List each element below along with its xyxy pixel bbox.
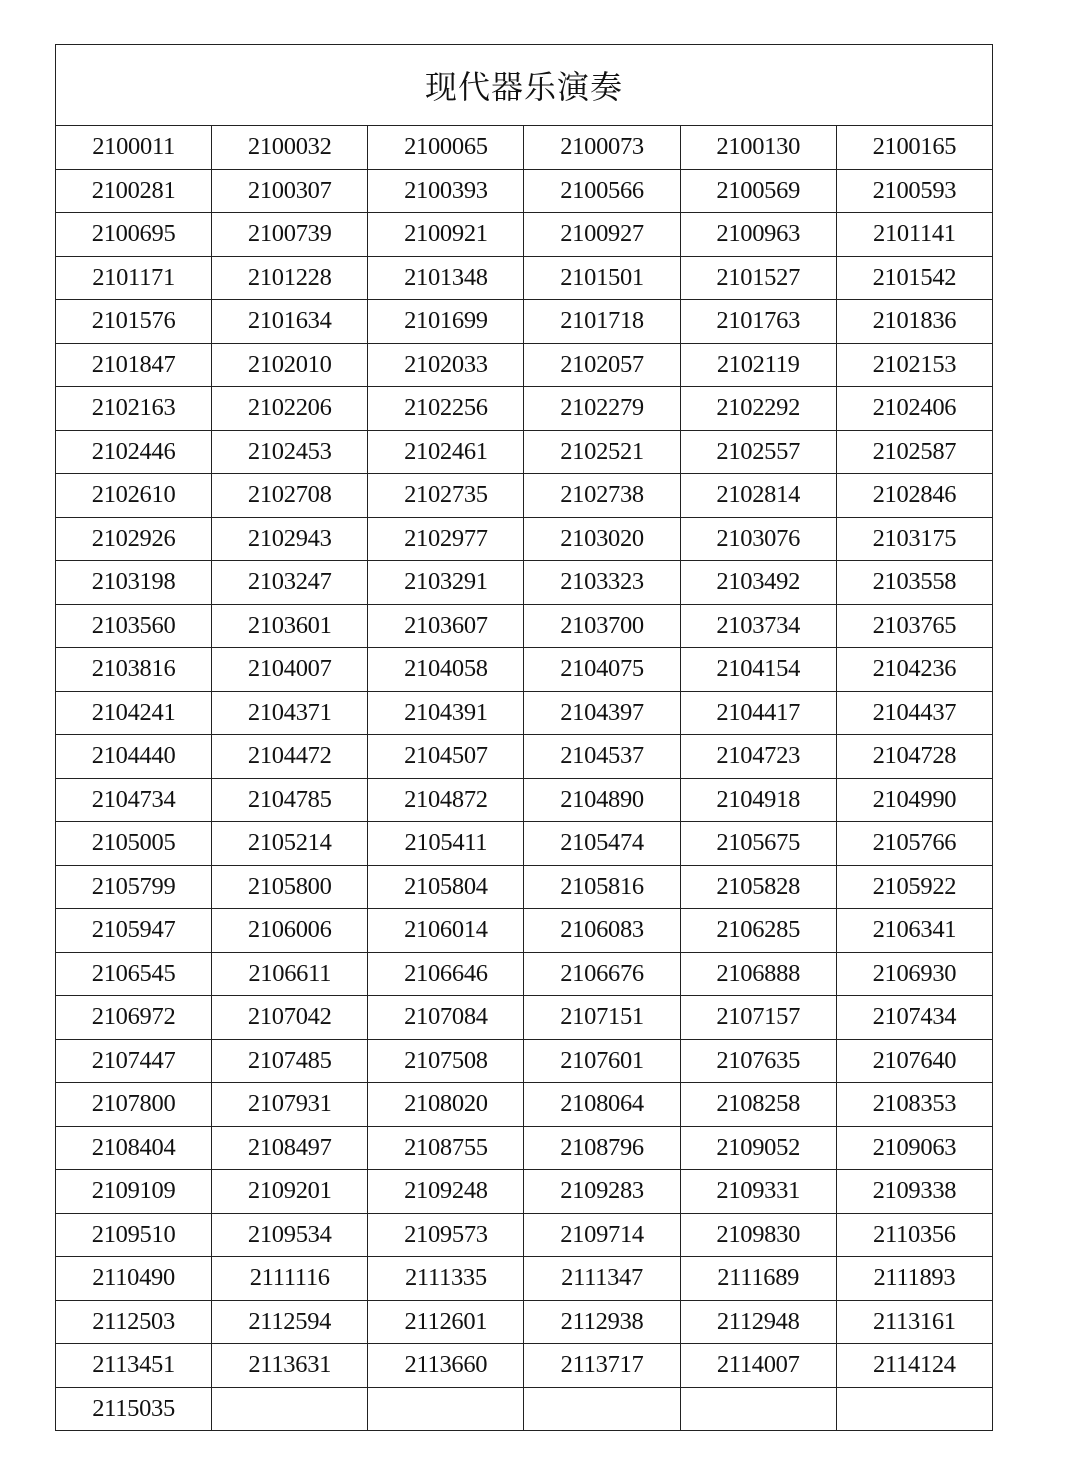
id-cell: 2102926: [56, 517, 212, 561]
table-row: [56, 909, 993, 953]
id-cell: 2104872: [368, 778, 524, 822]
id-cell: 2101847: [56, 343, 212, 387]
id-cell: 2102256: [368, 387, 524, 431]
id-cell: 2100566: [524, 169, 680, 213]
table-body: [56, 126, 993, 1431]
id-cell: 2108497: [212, 1126, 368, 1170]
id-cell: 2104890: [524, 778, 680, 822]
title-row: [56, 45, 993, 126]
id-cell: 2100011: [56, 126, 212, 170]
id-cell: 2105675: [680, 822, 836, 866]
id-cell: 2101542: [836, 256, 992, 300]
id-cell: 2104440: [56, 735, 212, 779]
id-cell: 2103291: [368, 561, 524, 605]
id-cell: 2105800: [212, 865, 368, 909]
id-cell: 2109109: [56, 1170, 212, 1214]
id-cell: 2104728: [836, 735, 992, 779]
id-cell: 2104075: [524, 648, 680, 692]
id-cell: 2111335: [368, 1257, 524, 1301]
id-cell: 2106083: [524, 909, 680, 953]
id-cell: 2107485: [212, 1039, 368, 1083]
id-cell: 2108796: [524, 1126, 680, 1170]
id-cell: 2104397: [524, 691, 680, 735]
table-row: [56, 213, 993, 257]
id-cell: 2104785: [212, 778, 368, 822]
id-cell: 2102521: [524, 430, 680, 474]
id-cell: 2109830: [680, 1213, 836, 1257]
id-cell: 2102977: [368, 517, 524, 561]
id-cell: 2100065: [368, 126, 524, 170]
table-row: [56, 1083, 993, 1127]
id-cell: 2104241: [56, 691, 212, 735]
id-cell: 2102587: [836, 430, 992, 474]
id-cell: 2101141: [836, 213, 992, 257]
table-row: [56, 474, 993, 518]
id-cell: 2109052: [680, 1126, 836, 1170]
id-cell: 2101171: [56, 256, 212, 300]
id-cell: 2102735: [368, 474, 524, 518]
id-cell: 2105766: [836, 822, 992, 866]
id-cell: 2105474: [524, 822, 680, 866]
id-cell: 2109201: [212, 1170, 368, 1214]
id-cell: 2105804: [368, 865, 524, 909]
id-cell: 2111893: [836, 1257, 992, 1301]
table-row: [56, 996, 993, 1040]
id-cell: 2102461: [368, 430, 524, 474]
id-cell: 2113660: [368, 1344, 524, 1388]
id-cell: 2108353: [836, 1083, 992, 1127]
id-cell: 2104472: [212, 735, 368, 779]
id-cell: 2106545: [56, 952, 212, 996]
id-cell: 2103198: [56, 561, 212, 605]
empty-cell: [836, 1387, 992, 1431]
id-cell: 2104537: [524, 735, 680, 779]
table-row: [56, 343, 993, 387]
id-cell: 2108020: [368, 1083, 524, 1127]
id-cell: 2102814: [680, 474, 836, 518]
id-cell: 2106006: [212, 909, 368, 953]
table-row: [56, 256, 993, 300]
empty-cell: [524, 1387, 680, 1431]
id-cell: 2107800: [56, 1083, 212, 1127]
id-cell: 2105799: [56, 865, 212, 909]
table-row: [56, 517, 993, 561]
table-row: [56, 561, 993, 605]
id-cell: 2109573: [368, 1213, 524, 1257]
id-cell: 2104723: [680, 735, 836, 779]
id-cell: 2102206: [212, 387, 368, 431]
id-cell: 2102610: [56, 474, 212, 518]
id-cell: 2103607: [368, 604, 524, 648]
id-cell: 2109063: [836, 1126, 992, 1170]
id-cell: 2107635: [680, 1039, 836, 1083]
id-cell: 2109510: [56, 1213, 212, 1257]
id-cell: 2100130: [680, 126, 836, 170]
id-cell: 2102119: [680, 343, 836, 387]
id-cell: 2107447: [56, 1039, 212, 1083]
id-cell: 2114007: [680, 1344, 836, 1388]
id-cell: 2103175: [836, 517, 992, 561]
table-row: [56, 1039, 993, 1083]
id-cell: 2103076: [680, 517, 836, 561]
table-row: [56, 1126, 993, 1170]
table-row: [56, 1300, 993, 1344]
id-cell: 2107434: [836, 996, 992, 1040]
id-cell: 2103601: [212, 604, 368, 648]
id-cell: 2113717: [524, 1344, 680, 1388]
id-cell: 2100963: [680, 213, 836, 257]
id-cell: 2105922: [836, 865, 992, 909]
id-cell: 2107151: [524, 996, 680, 1040]
id-cell: 2100307: [212, 169, 368, 213]
id-cell: 2107042: [212, 996, 368, 1040]
id-cell: 2102738: [524, 474, 680, 518]
id-cell: 2108755: [368, 1126, 524, 1170]
id-cell: 2103816: [56, 648, 212, 692]
id-cell: 2101836: [836, 300, 992, 344]
id-cell: 2104417: [680, 691, 836, 735]
id-cell: 2104154: [680, 648, 836, 692]
id-cell: 2102406: [836, 387, 992, 431]
table-row: [56, 778, 993, 822]
id-cell: 2104734: [56, 778, 212, 822]
id-cell: 2102163: [56, 387, 212, 431]
table-row: [56, 430, 993, 474]
id-cell: 2106676: [524, 952, 680, 996]
id-cell: 2100165: [836, 126, 992, 170]
id-cell: 2107084: [368, 996, 524, 1040]
table-row: [56, 1387, 993, 1431]
id-cell: 2105947: [56, 909, 212, 953]
id-cell: 2103560: [56, 604, 212, 648]
id-cell: 2106888: [680, 952, 836, 996]
id-cell: 2113161: [836, 1300, 992, 1344]
id-cell: 2102033: [368, 343, 524, 387]
id-cell: 2104007: [212, 648, 368, 692]
id-cell: 2100739: [212, 213, 368, 257]
id-cell: 2109714: [524, 1213, 680, 1257]
id-cell: 2107157: [680, 996, 836, 1040]
id-cell: 2101763: [680, 300, 836, 344]
id-cell: 2106014: [368, 909, 524, 953]
id-cell: 2105005: [56, 822, 212, 866]
table-row: [56, 604, 993, 648]
id-cell: 2111116: [212, 1257, 368, 1301]
id-cell: 2104437: [836, 691, 992, 735]
id-cell: 2112503: [56, 1300, 212, 1344]
id-cell: 2102153: [836, 343, 992, 387]
id-cell: 2109338: [836, 1170, 992, 1214]
id-cell: 2107601: [524, 1039, 680, 1083]
id-cell: 2105816: [524, 865, 680, 909]
table-row: [56, 1170, 993, 1214]
id-cell: 2102279: [524, 387, 680, 431]
id-cell: 2105828: [680, 865, 836, 909]
id-cell: 2106611: [212, 952, 368, 996]
id-cell: 2105214: [212, 822, 368, 866]
id-cell: 2109534: [212, 1213, 368, 1257]
id-cell: 2102557: [680, 430, 836, 474]
id-cell: 2108064: [524, 1083, 680, 1127]
id-cell: 2107931: [212, 1083, 368, 1127]
id-cell: 2112594: [212, 1300, 368, 1344]
id-cell: 2102057: [524, 343, 680, 387]
id-cell: 2113451: [56, 1344, 212, 1388]
table-row: [56, 865, 993, 909]
id-cell: 2102708: [212, 474, 368, 518]
id-cell: 2109248: [368, 1170, 524, 1214]
empty-cell: [680, 1387, 836, 1431]
id-cell: 2115035: [56, 1387, 212, 1431]
id-cell: 2106930: [836, 952, 992, 996]
id-cell: 2102453: [212, 430, 368, 474]
id-cell: 2104391: [368, 691, 524, 735]
id-cell: 2103247: [212, 561, 368, 605]
id-cell: 2100281: [56, 169, 212, 213]
results-table: [55, 44, 993, 1431]
id-cell: 2110490: [56, 1257, 212, 1301]
id-cell: 2104918: [680, 778, 836, 822]
id-cell: 2104507: [368, 735, 524, 779]
table-row: [56, 387, 993, 431]
id-cell: 2100393: [368, 169, 524, 213]
id-cell: 2100569: [680, 169, 836, 213]
id-cell: 2112948: [680, 1300, 836, 1344]
id-cell: 2108258: [680, 1083, 836, 1127]
id-cell: 2114124: [836, 1344, 992, 1388]
id-cell: 2100927: [524, 213, 680, 257]
id-cell: 2108404: [56, 1126, 212, 1170]
id-cell: 2103558: [836, 561, 992, 605]
id-cell: 2103765: [836, 604, 992, 648]
id-cell: 2112601: [368, 1300, 524, 1344]
table-row: [56, 126, 993, 170]
table-row: [56, 822, 993, 866]
id-cell: 2101527: [680, 256, 836, 300]
table-row: [56, 648, 993, 692]
id-cell: 2106972: [56, 996, 212, 1040]
id-cell: 2102446: [56, 430, 212, 474]
empty-cell: [368, 1387, 524, 1431]
table-row: [56, 169, 993, 213]
id-cell: 2103020: [524, 517, 680, 561]
id-cell: 2101348: [368, 256, 524, 300]
table-row: [56, 735, 993, 779]
id-cell: 2106341: [836, 909, 992, 953]
id-cell: 2102292: [680, 387, 836, 431]
id-cell: 2101699: [368, 300, 524, 344]
id-cell: 2111689: [680, 1257, 836, 1301]
id-cell: 2104371: [212, 691, 368, 735]
id-cell: 2104058: [368, 648, 524, 692]
id-cell: 2111347: [524, 1257, 680, 1301]
id-cell: 2106646: [368, 952, 524, 996]
id-cell: 2100921: [368, 213, 524, 257]
id-cell: 2100073: [524, 126, 680, 170]
id-cell: 2110356: [836, 1213, 992, 1257]
id-cell: 2100695: [56, 213, 212, 257]
table-row: [56, 1257, 993, 1301]
id-cell: 2103323: [524, 561, 680, 605]
id-cell: 2109283: [524, 1170, 680, 1214]
id-cell: 2107640: [836, 1039, 992, 1083]
table-row: [56, 1344, 993, 1388]
id-cell: 2113631: [212, 1344, 368, 1388]
table-row: [56, 1213, 993, 1257]
id-cell: 2105411: [368, 822, 524, 866]
id-cell: 2103734: [680, 604, 836, 648]
id-cell: 2104236: [836, 648, 992, 692]
id-cell: 2107508: [368, 1039, 524, 1083]
id-cell: 2103492: [680, 561, 836, 605]
id-cell: 2102010: [212, 343, 368, 387]
id-cell: 2102846: [836, 474, 992, 518]
table-title: 现代器乐演奏: [56, 45, 993, 126]
id-cell: 2112938: [524, 1300, 680, 1344]
id-cell: 2101228: [212, 256, 368, 300]
table-row: [56, 300, 993, 344]
id-cell: 2101718: [524, 300, 680, 344]
id-cell: 2100032: [212, 126, 368, 170]
table-row: [56, 691, 993, 735]
id-cell: 2106285: [680, 909, 836, 953]
id-cell: 2101634: [212, 300, 368, 344]
id-cell: 2102943: [212, 517, 368, 561]
id-cell: 2101501: [524, 256, 680, 300]
id-cell: 2100593: [836, 169, 992, 213]
empty-cell: [212, 1387, 368, 1431]
id-cell: 2109331: [680, 1170, 836, 1214]
id-cell: 2101576: [56, 300, 212, 344]
id-cell: 2103700: [524, 604, 680, 648]
table-row: [56, 952, 993, 996]
id-cell: 2104990: [836, 778, 992, 822]
